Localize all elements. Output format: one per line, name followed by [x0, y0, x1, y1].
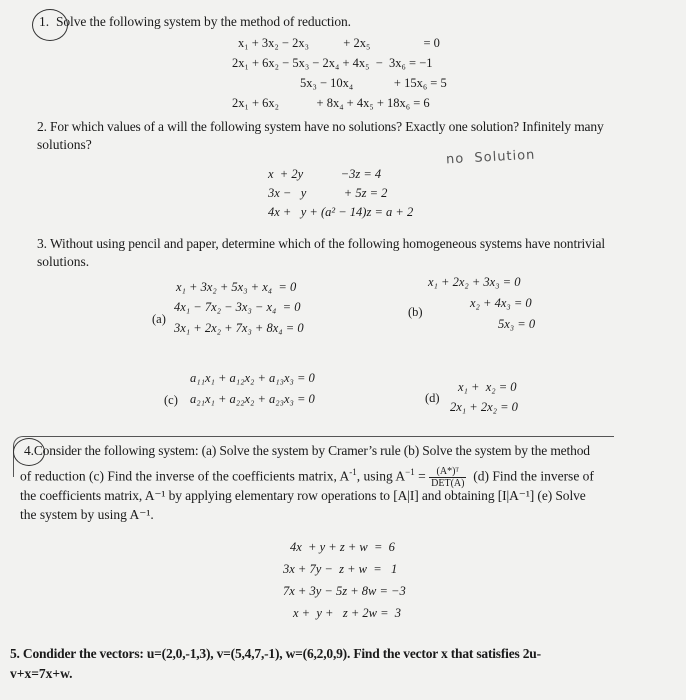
q2-eq3: 4x + y + (a² − 14)z = a + 2: [268, 205, 414, 219]
q4-line3: the coefficients matrix, A⁻¹ by applying elementary row operations to [A|I] and obtaining [I|A⁻¹] (e) Solve: [20, 488, 586, 503]
q2-line2: solutions?: [37, 137, 92, 152]
q3-b-eq1: x₁ + 2x₂ + 3x₃ = 0: [428, 275, 521, 289]
q3-c-label: (c): [164, 393, 178, 407]
q3-a-eq2: 4x₁ − 7x₂ − 3x₃ − x₄ = 0: [174, 300, 301, 314]
q3-c-eq1: a₁₁x₁ + a₁₂x₂ + a₁₃x₃ = 0: [190, 371, 315, 385]
q1-text: Solve the following system by the method of reduction.: [56, 14, 351, 29]
q3-d-eq1: x₁ + x₂ = 0: [458, 380, 517, 394]
q5-line2: v+x=7x+w.: [10, 666, 73, 681]
q4-line1: 4.Consider the following system: (a) Solve the system by Cramer’s rule (b) Solve the system by the method: [24, 443, 590, 458]
q3-b-label: (b): [408, 305, 423, 319]
q3-line2: solutions.: [37, 254, 90, 269]
q3-a-label: (a): [152, 312, 166, 326]
q4-line2-text-a: of reduction (c) Find the inverse of the coefficients matrix, A: [20, 468, 350, 484]
q2-eq2: 3x − y + 5z = 2: [268, 186, 388, 200]
q4-line2-text-b: , using A: [356, 468, 406, 484]
q3-a-eq3: 3x₁ + 2x₂ + 7x₃ + 8x₄ = 0: [174, 321, 304, 335]
q4-line2-eq: =: [414, 468, 430, 484]
q4-formula-fraction: [429, 466, 466, 489]
q4-line2-sup: -1: [349, 467, 357, 477]
q4-line4: the system by using A⁻¹.: [20, 507, 154, 522]
q1-eq4: 2x₁ + 6x₂ + 8x₄ + 4x₅ + 18x₆ = 6: [232, 96, 430, 110]
q4-line2: [20, 464, 594, 489]
q3-b-eq2: x₂ + 4x₃ = 0: [470, 296, 532, 310]
q3-line1: 3. Without using pencil and paper, determine which of the following homogeneous systems have nontrivial: [37, 236, 605, 251]
q1-eq1: x₁ + 3x₂ − 2x₃ + 2x₅ = 0: [238, 36, 440, 50]
q4-eq3: 7x + 3y − 5z + 8w = −3: [283, 584, 406, 598]
q1-eq3: 5x₃ − 10x₄ + 15x₆ = 5: [300, 76, 447, 90]
q4-frac-den: DET(A): [431, 477, 465, 489]
q4-eq1: 4x + y + z + w = 6: [290, 540, 395, 554]
q3-a-eq1: x₁ + 3x₂ + 5x₃ + x₄ = 0: [176, 280, 297, 294]
q4-line2-text-c: (d) Find the inverse of: [466, 468, 594, 484]
q3-d-eq2: 2x₁ + 2x₂ = 0: [450, 400, 518, 414]
q4-frac-num: (A*)ᵀ: [429, 466, 466, 478]
q5-line1: 5. Condider the vectors: u=(2,0,-1,3), v=(5,4,7,-1), w=(6,2,0,9). Find the vector x that satisfies 2u-: [10, 646, 541, 661]
q4-eq2: 3x + 7y − z + w = 1: [283, 562, 398, 576]
q1-eq2: 2x₁ + 6x₂ − 5x₃ − 2x₄ + 4x₅ − 3x₆ = −1: [232, 56, 433, 70]
q2-line1: 2. For which values of a will the following system have no solutions? Exactly one solution? Infinitely many: [37, 119, 604, 134]
q3-d-label: (d): [425, 391, 440, 405]
q4-eq4: x + y + z + 2w = 3: [293, 606, 402, 620]
q1-number: 1.: [39, 14, 50, 29]
q3-b-eq3: 5x₃ = 0: [498, 317, 536, 331]
q2-eq1: x + 2y −3z = 4: [268, 167, 382, 181]
q4-line2-sup2: −1: [405, 467, 415, 477]
q3-c-eq2: a₂₁x₁ + a₂₂x₂ + a₂₃x₃ = 0: [190, 392, 315, 406]
q2-handwritten-note: no Solution: [445, 147, 536, 168]
